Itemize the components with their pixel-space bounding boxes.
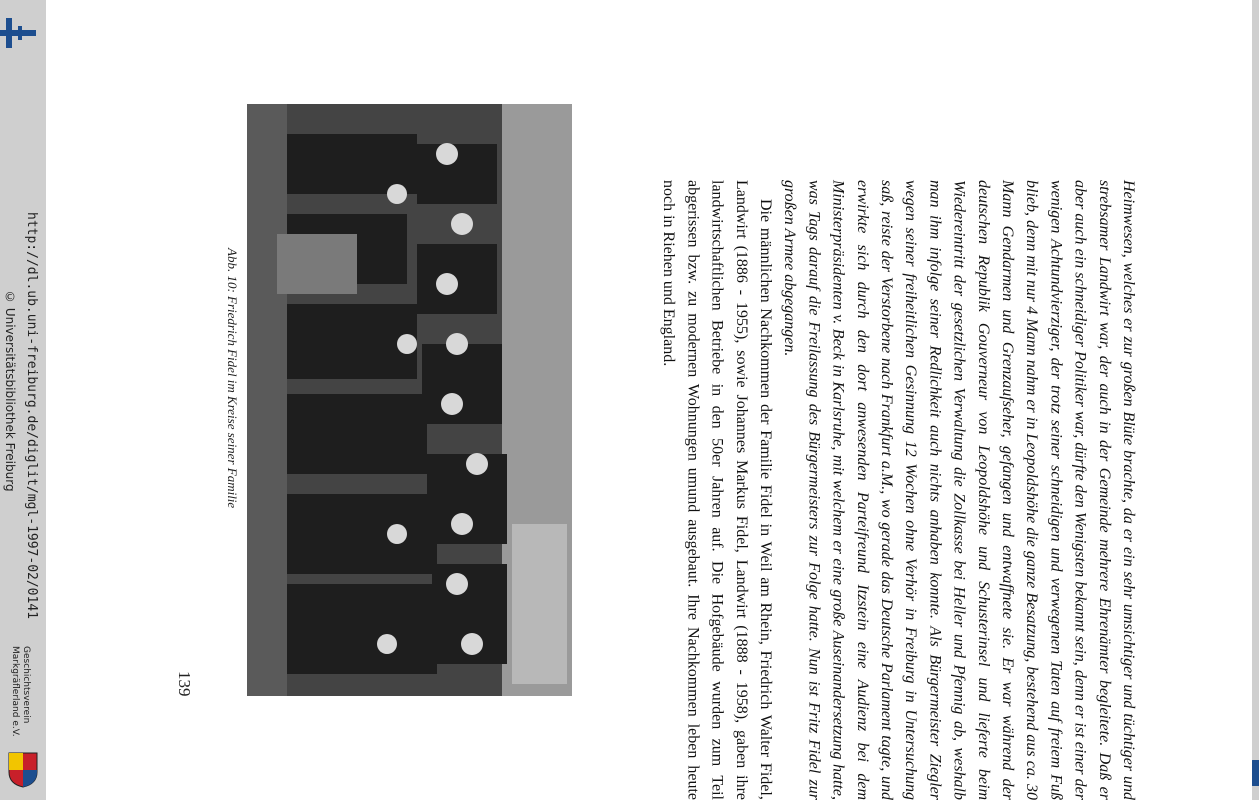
viewer-right-band: [1252, 0, 1259, 800]
family-photograph: [247, 104, 572, 696]
institution-name: [9, 646, 31, 737]
source-url[interactable]: http://dl.ub.uni-freiburg.de/diglit/mgl-1997-02/0141: [24, 212, 39, 619]
library-logo-icon: [0, 18, 36, 48]
copyright-notice: © Universitätsbibliothek Freiburg: [3, 290, 17, 492]
body-text: [640, 180, 1140, 800]
photo-image: [247, 104, 572, 696]
paragraph-1: Heimwesen, welches er zur großen Blüte brachte, da er ein sehr umsichtiger und tüchtiger und strebsamer Landwirt war, der auch in der Gemeinde mehrere Ehrenämter begleitete. Daß er aber auch ein schneidiger Politiker war, dürfte den Wenigsten bekannt sein, denn er ist einer der wenigen Achtundvierziger, der trotz seiner schneidigen und verwegenen Taten auf freiem Fuß blieb, denn mit nur 4 Mann nahm er in Leopoldshöhe die ganze Besatzung, bestehend aus ca. 30 Mann Gendarmen und Grenzaufseher, gefangen und entwaffnete sie. Er war während der deutschen Republik Gouverneur von Leopoldshöhe und Schusterinsel und lieferte beim Wiedereintritt der gesetzlichen Verwaltung die Zollkasse bei Heller und Pfennig ab, weshalb man ihm infolge seiner Redlichkeit auch nichts anhaben konnte. Als Bürgermeister Ziegler wegen seiner freiheitlichen Gesinnung 12 Wochen ohne Verhör in Freiburg in Untersuchung saß, reiste der Verstorbene nach Frankfurt a.M., wo gerade das Deutsche Parlament tagte, und erwirkte sich durch den dort anwesenden Parteifreund Itzstein eine Audienz bei dem Ministerpräsidenten v. Beck in Karlsruhe, mit welchem er eine große Auseinandersetzung hatte, was Tags darauf die Freilassung des Bürgermeisters zur Folge hatte. Nun ist Fritz Fidel zur großen Armee abgegangen.: [781, 180, 1137, 800]
institution-line-2: Markgräflerland e.V.: [10, 646, 20, 737]
page-number: 139: [175, 671, 194, 697]
figure-caption: Abb. 10: Friedrich Fidel im Kreise seiner Familie: [225, 248, 240, 509]
viewer-left-band: [0, 0, 46, 800]
crest-icon: [8, 752, 38, 788]
institution-line-1: Geschichtsverein: [21, 646, 31, 724]
paragraph-2: Die männlichen Nachkommen der Familie Fidel in Weil am Rhein, Friedrich Walter Fidel, Landwirt (1886 - 1955), sowie Johannes Markus Fidel, Landwirt (1888 - 1958), gaben ihre landwirtschaftlichen Betriebe in den 50er Jahren auf. Die Hofgebäude wurden zum Teil abgerissen bzw. zu modernen Wohnungen umund ausgebaut. Ihre Nachkommen leben heute noch in Riehen und England.: [660, 180, 774, 800]
